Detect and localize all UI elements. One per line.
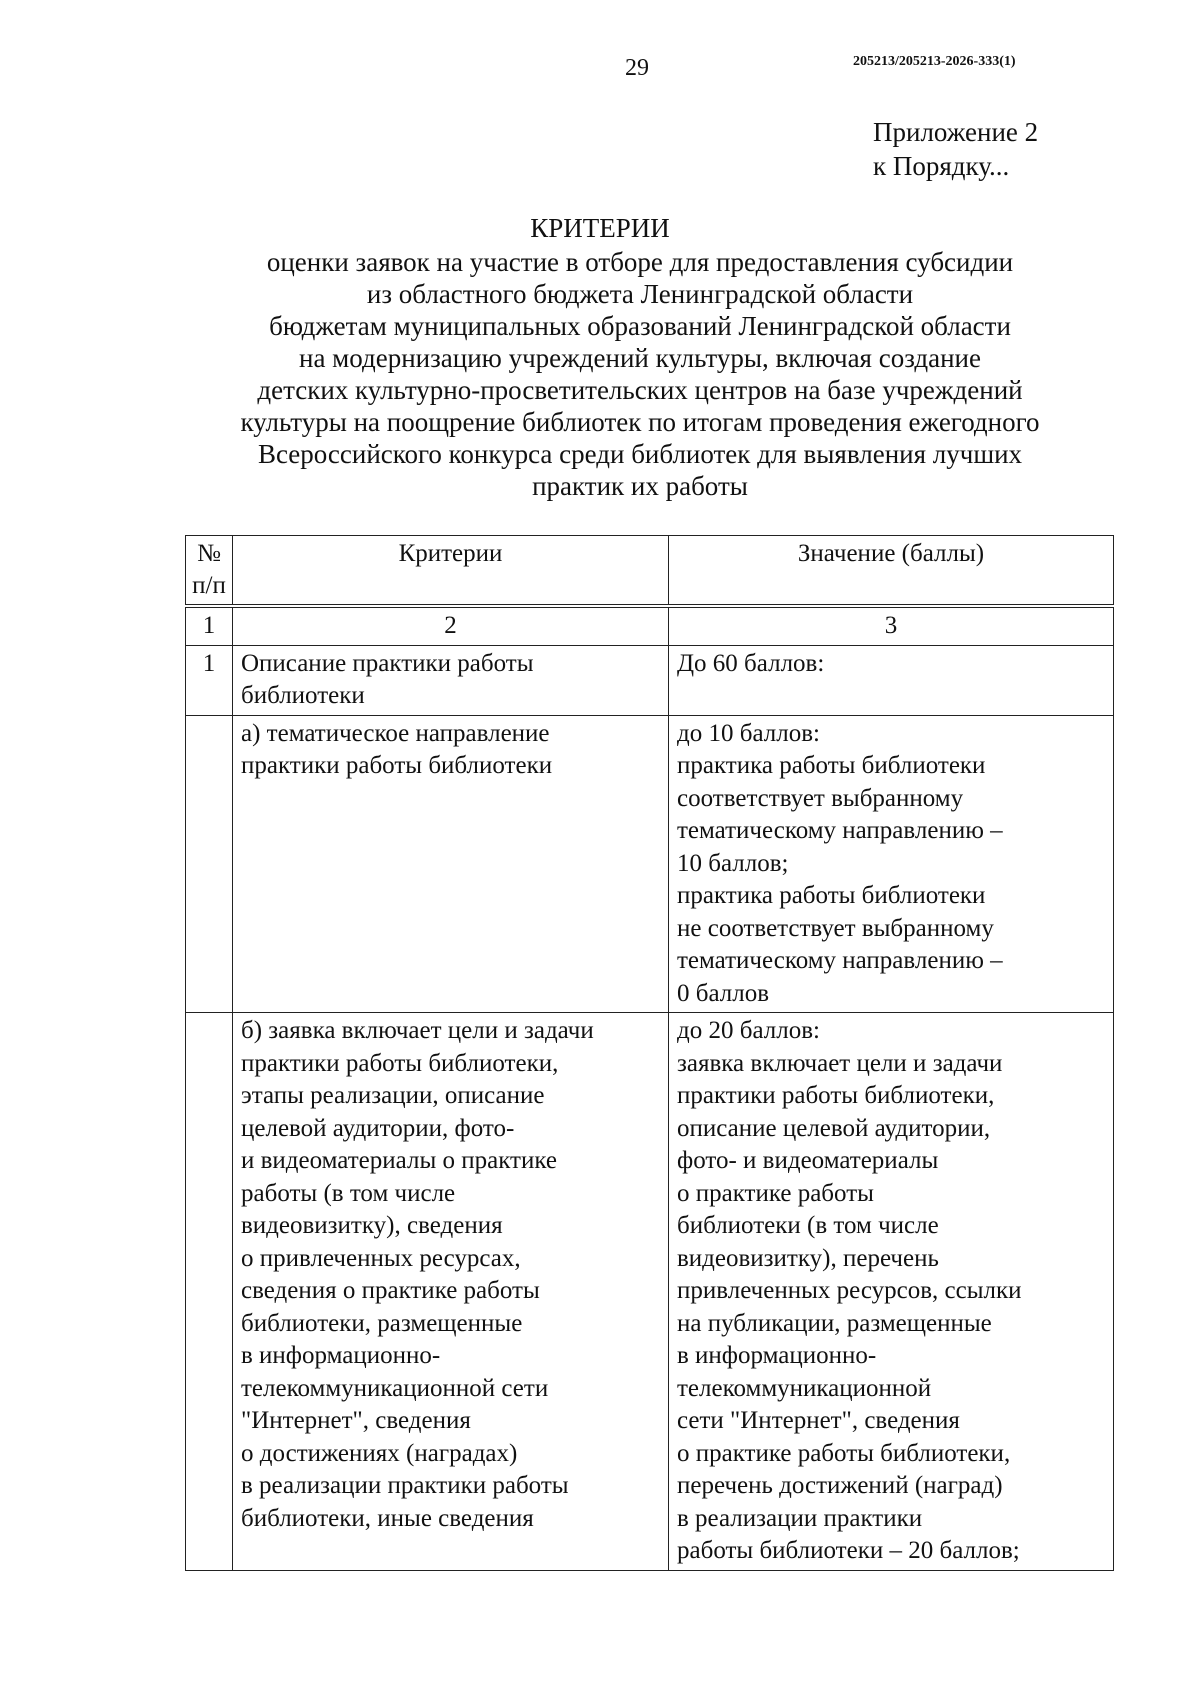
index-cell: 2 <box>233 606 669 645</box>
table-header-row <box>186 536 1114 607</box>
index-cell: 3 <box>669 606 1114 645</box>
row-number <box>186 1013 233 1571</box>
value-cell: до 10 баллов: практика работы библиотеки соответствует выбранному тематическому направлению – 10 баллов; практика работы библиотеки не соответствует выбранному тематическому направлению – 0 баллов <box>669 715 1114 1013</box>
row-number <box>186 715 233 1013</box>
header-criteria: Критерии <box>233 536 669 607</box>
header-number: № п/п <box>186 536 233 607</box>
criteria-table <box>185 535 1114 1571</box>
table-index-row <box>186 606 1114 645</box>
criterion-cell: б) заявка включает цели и задачи практики работы библиотеки, этапы реализации, описание целевой аудитории, фото- и видеоматериалы о практике работы (в том числе видеовизитку), сведения о привлеченных ресурсах, сведения о практике работы библиотеки, размещенные в информационно- телекоммуникационной сети "Интернет", сведения о достижениях (наградах) в реализации практики работы библиотеки, иные сведения <box>233 1013 669 1571</box>
index-cell: 1 <box>186 606 233 645</box>
value-cell: до 20 баллов: заявка включает цели и задачи практики работы библиотеки, описание целевой аудитории, фото- и видеоматериалы о практике работы библиотеки (в том числе видеовизитку), перечень привлеченных ресурсов, ссылки на публикации, размещенные в информационно- телекоммуникационной сети "Интернет", сведения о практике работы библиотеки, перечень достижений (наград) в реализации практики работы библиотеки – 20 баллов; <box>669 1013 1114 1571</box>
row-number: 1 <box>186 645 233 715</box>
table-row <box>186 645 1114 715</box>
criterion-cell: Описание практики работы библиотеки <box>233 645 669 715</box>
appendix-label <box>873 115 1038 183</box>
document-title: КРИТЕРИИ <box>530 213 670 243</box>
document-subtitle: оценки заявок на участие в отборе для предоставления субсидии из областного бюджета Ленинградской области бюджетам муниципальных образований Ленинградской области на модернизацию учреждений культуры, включая создание детских культурно-просветительских центров на базе учреждений культуры на поощрение библиотек по итогам проведения ежегодного Всероссийского конкурса среди библиотек для выявления лучших практик их работы <box>240 247 1040 501</box>
appendix-line-2: к Порядку... <box>873 151 1010 181</box>
header-value: Значение (баллы) <box>669 536 1114 607</box>
value-cell: До 60 баллов: <box>669 645 1114 715</box>
page-number: 29 <box>625 55 649 81</box>
table-row <box>186 715 1114 1013</box>
appendix-line-1: Приложение 2 <box>873 117 1039 147</box>
document-code: 205213/205213-2026-333(1) <box>853 54 1016 69</box>
criterion-cell: а) тематическое направление практики работы библиотеки <box>233 715 669 1013</box>
table-row <box>186 1013 1114 1571</box>
